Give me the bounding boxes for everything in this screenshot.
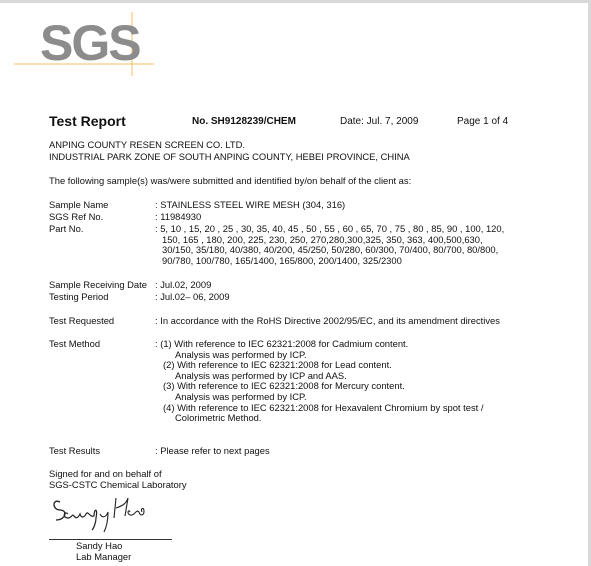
- test-method-line: Analysis was performed by ICP.: [175, 348, 307, 360]
- sample-name-value: : STAINLESS STEEL WIRE MESH (304, 316): [155, 199, 346, 210]
- intro-text: The following sample(s) was/were submitted and identified by/on behalf of the client as:: [49, 175, 412, 186]
- client-name: ANPING COUNTY RESEN SCREEN CO. LTD.: [49, 139, 246, 150]
- test-method-label: Test Method: [49, 338, 101, 349]
- receiving-date-label: Sample Receiving Date: [49, 279, 147, 290]
- sgs-logo-text: SGS: [40, 15, 140, 71]
- sample-name-label: Sample Name: [49, 199, 109, 210]
- part-no-line: : 5, 10 , 15, 20 , 25 , 30, 35, 40, 45 , 50 , 55 , 60 , 65, 70 , 75 , 80 , 85, 90 , 100, 120,: [155, 223, 505, 234]
- test-results-value: : Please refer to next pages: [155, 445, 270, 456]
- client-address: INDUSTRIAL PARK ZONE OF SOUTH ANPING COUNTY, HEBEI PROVINCE, CHINA: [49, 151, 410, 162]
- part-no-line: 30/150, 35/180, 40/380, 40/200, 45/250, 50/280, 60/300, 70/400, 80/700, 80/800,: [162, 244, 499, 256]
- test-method-line: Analysis was performed by ICP.: [175, 390, 307, 402]
- part-no-line: 90/780, 100/780, 165/1400, 165/800, 200/1400, 325/2300: [162, 254, 402, 266]
- report-title: Test Report: [49, 113, 126, 129]
- receiving-date-value: : Jul.02, 2009: [155, 279, 212, 290]
- test-method-line: Analysis was performed by ICP and AAS.: [175, 369, 347, 381]
- signatory-name: Sandy Hao: [76, 540, 123, 551]
- test-requested-value: : In accordance with the RoHS Directive 2002/95/EC, and its amendment directives: [155, 315, 500, 326]
- part-no-label: Part No.: [49, 223, 84, 234]
- testing-period-label: Testing Period: [49, 291, 109, 302]
- sgs-ref-label: SGS Ref No.: [49, 211, 104, 222]
- part-no-values: [155, 224, 504, 266]
- test-method-line: : (1) With reference to IEC 62321:2008 for Cadmium content.: [155, 338, 409, 349]
- laboratory-name: SGS-CSTC Chemical Laboratory: [49, 479, 187, 490]
- test-method-line: Colorimetric Method.: [175, 412, 262, 424]
- report-number: No. SH9128239/CHEM: [192, 116, 296, 127]
- page-top-border: [0, 0, 591, 3]
- test-method-line: (3) With reference to IEC 62321:2008 for Mercury content.: [163, 380, 405, 392]
- part-no-line: 150, 165 , 180, 200, 225, 230, 250, 270,280,300,325, 350, 363, 400,500,630,: [162, 233, 483, 245]
- testing-period-value: : Jul.02– 06, 2009: [155, 291, 230, 302]
- handwritten-signature: [50, 488, 160, 533]
- page-number: Page 1 of 4: [457, 116, 509, 127]
- signed-on-behalf: Signed for and on behalf of: [49, 468, 162, 479]
- test-method-line: (2) With reference to IEC 62321:2008 for Lead content.: [163, 359, 392, 371]
- test-method-list: [155, 339, 483, 424]
- signatory-role: Lab Manager: [76, 551, 132, 562]
- sgs-logo: [14, 12, 154, 76]
- sgs-ref-value: : 11984930: [155, 211, 202, 222]
- test-method-line: (4) With reference to IEC 62321:2008 for Hexavalent Chromium by spot test /: [163, 401, 484, 413]
- test-results-label: Test Results: [49, 445, 101, 456]
- report-date: Date: Jul. 7, 2009: [340, 116, 419, 127]
- test-requested-label: Test Requested: [49, 315, 115, 326]
